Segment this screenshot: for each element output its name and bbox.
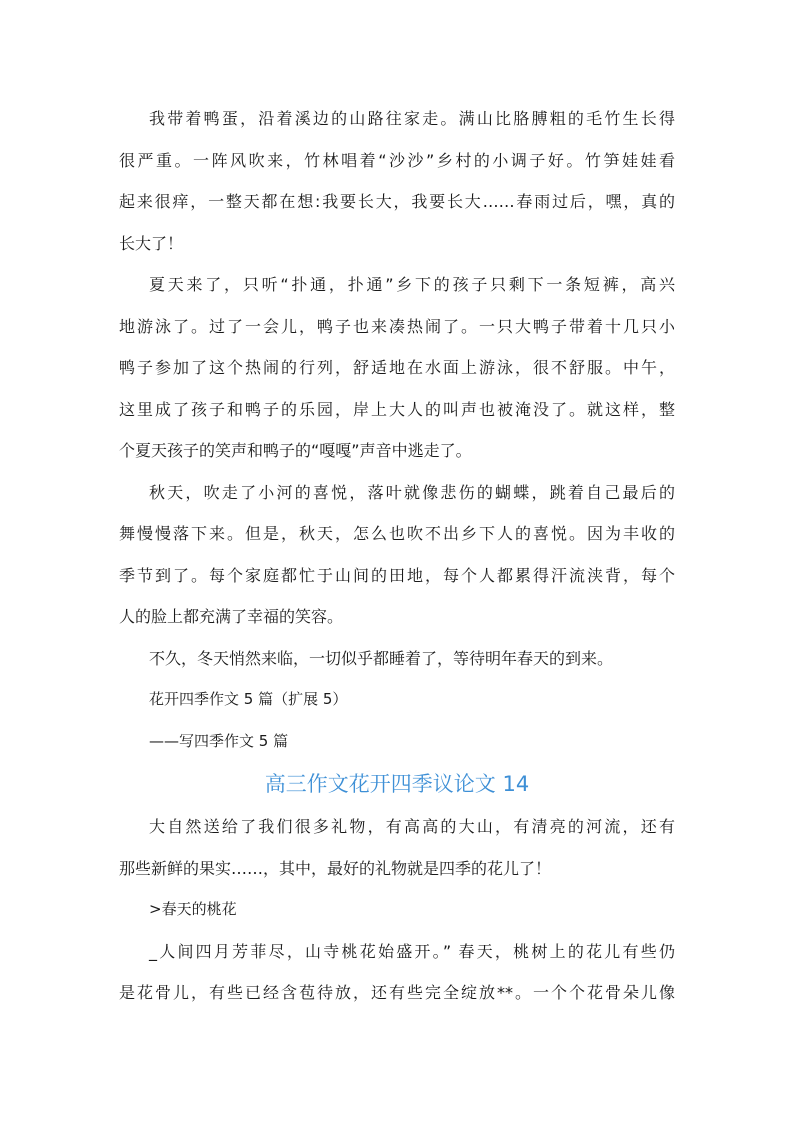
paragraph-2-line-1: 夏天来了，只听“扑通，扑通”乡下的孩子只剩下一条短裤，高兴 bbox=[149, 275, 675, 294]
paragraph-6-line-2: 是花骨儿，有些已经含苞待放，还有些完全绽放**。一个个花骨朵儿像 bbox=[119, 983, 675, 1002]
paragraph-3-line-1: 秋天，吹走了小河的喜悦，落叶就像悲伤的蝴蝶，跳着自己最后的 bbox=[149, 482, 675, 502]
paragraph-6-line-1: _人间四月芳菲尽，山寺桃花始盛开。” 春天，桃树上的花儿有些仍 bbox=[149, 941, 675, 961]
paragraph-2-line-5: 个夏天孩子的笑声和鸭子的“嘎嘎”声音中逃走了。 bbox=[119, 441, 472, 460]
subheading-spring-peach: >春天的桃花 bbox=[149, 900, 237, 918]
note-line-series: ——写四季作文 5 篇 bbox=[149, 731, 289, 750]
paragraph-5-line-1: 大自然送给了我们很多礼物，有高高的大山，有清亮的河流，还有 bbox=[149, 817, 675, 836]
paragraph-1-line-3: 起来很痒，一整天都在想:我要长大，我要长大……春雨过后，嘿，真的 bbox=[119, 192, 675, 211]
document-body bbox=[119, 98, 675, 1014]
paragraph-1-line-2: 很严重。一阵风吹来，竹林唱着“沙沙”乡村的小调子好。竹笋娃娃看 bbox=[119, 150, 675, 170]
note-line-extension: 花开四季作文 5 篇（扩展 5） bbox=[149, 690, 348, 708]
paragraph-4-line-1: 不久，冬天悄然来临，一切似乎都睡着了，等待明年春天的到来。 bbox=[149, 648, 614, 668]
paragraph-1-line-4: 长大了！ bbox=[119, 233, 184, 253]
paragraph-5-line-2: 那些新鲜的果实……，其中，最好的礼物就是四季的花儿了！ bbox=[119, 858, 552, 878]
paragraph-3-line-4: 人的脸上都充满了幸福的笑容。 bbox=[119, 607, 344, 626]
paragraph-2-line-2: 地游泳了。过了一会儿，鸭子也来凑热闹了。一只大鸭子带着十几只小 bbox=[119, 316, 675, 336]
paragraph-2-line-4: 这里成了孩子和鸭子的乐园，岸上大人的叫声也被淹没了。就这样，整 bbox=[119, 399, 675, 419]
paragraph-2-line-3: 鸭子参加了这个热闹的行列，舒适地在水面上游泳，很不舒服。中午， bbox=[119, 358, 675, 377]
paragraph-1-line-1: 我带着鸭蛋，沿着溪边的山路往家走。满山比胳膊粗的毛竹生长得 bbox=[149, 109, 675, 128]
section-heading: 高三作文花开四季议论文 14 bbox=[264, 772, 530, 796]
paragraph-3-line-3: 季节到了。每个家庭都忙于山间的田地，每个人都累得汗流浃背，每个 bbox=[119, 565, 675, 585]
paragraph-3-line-2: 舞慢慢落下来。但是，秋天，怎么也吹不出乡下人的喜悦。因为丰收的 bbox=[119, 524, 675, 543]
